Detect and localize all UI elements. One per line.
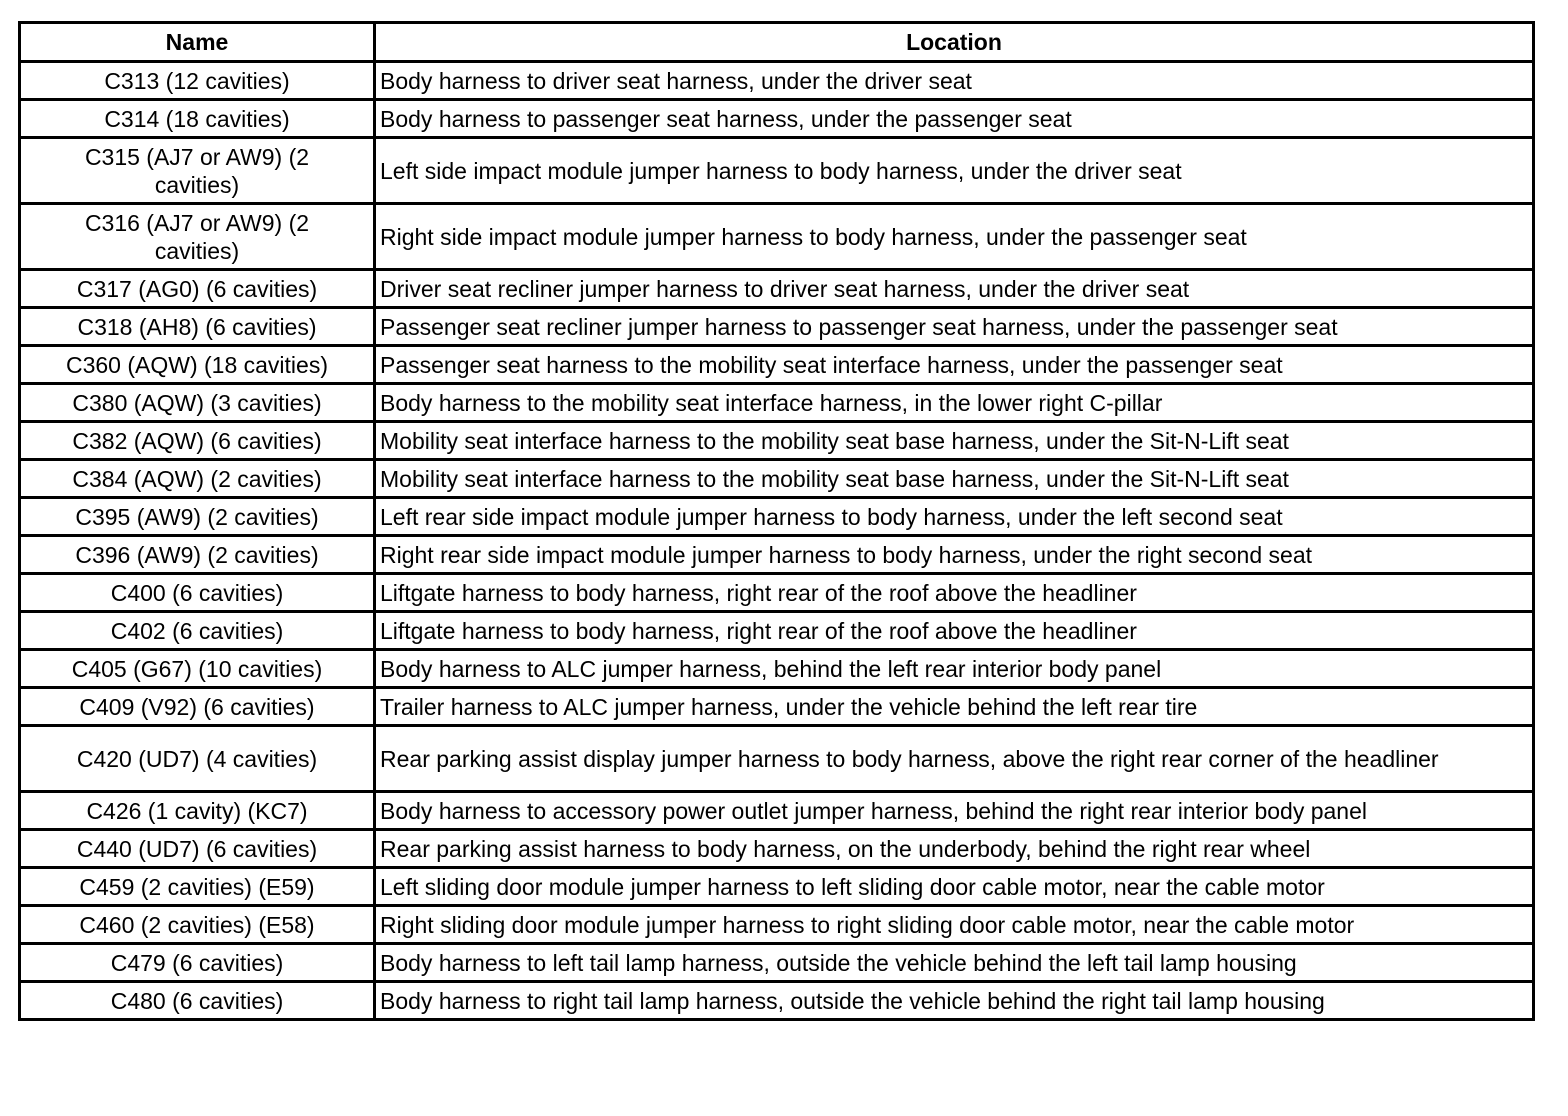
table-row — [20, 792, 1534, 830]
connector-location: Left rear side impact module jumper harness to body harness, under the left second seat — [375, 498, 1534, 536]
table-row — [20, 498, 1534, 536]
connector-name: C405 (G67) (10 cavities) — [20, 650, 375, 688]
column-header-location: Location — [375, 23, 1534, 62]
connector-name: C479 (6 cavities) — [20, 944, 375, 982]
connector-name: C480 (6 cavities) — [20, 982, 375, 1020]
table-row — [20, 138, 1534, 204]
connector-name: C402 (6 cavities) — [20, 612, 375, 650]
table-row — [20, 384, 1534, 422]
table-row — [20, 868, 1534, 906]
connector-name: C426 (1 cavity) (KC7) — [20, 792, 375, 830]
connector-name: C382 (AQW) (6 cavities) — [20, 422, 375, 460]
table-row — [20, 944, 1534, 982]
connector-location: Liftgate harness to body harness, right rear of the roof above the headliner — [375, 612, 1534, 650]
connector-name: C314 (18 cavities) — [20, 100, 375, 138]
table-row — [20, 612, 1534, 650]
connector-location: Left side impact module jumper harness to body harness, under the driver seat — [375, 138, 1534, 204]
connector-name: C460 (2 cavities) (E58) — [20, 906, 375, 944]
connector-name: C384 (AQW) (2 cavities) — [20, 460, 375, 498]
connector-location: Body harness to the mobility seat interface harness, in the lower right C-pillar — [375, 384, 1534, 422]
table-row — [20, 906, 1534, 944]
table-header — [20, 23, 1534, 62]
connector-location-table — [18, 21, 1535, 1021]
connector-location: Body harness to right tail lamp harness, outside the vehicle behind the right tail lamp housing — [375, 982, 1534, 1020]
table-row — [20, 650, 1534, 688]
table-row — [20, 830, 1534, 868]
connector-location: Right side impact module jumper harness to body harness, under the passenger seat — [375, 204, 1534, 270]
connector-location: Body harness to passenger seat harness, under the passenger seat — [375, 100, 1534, 138]
table-row — [20, 536, 1534, 574]
connector-location: Right sliding door module jumper harness to right sliding door cable motor, near the cable motor — [375, 906, 1534, 944]
connector-location: Body harness to ALC jumper harness, behind the left rear interior body panel — [375, 650, 1534, 688]
connector-name: C360 (AQW) (18 cavities) — [20, 346, 375, 384]
connector-location: Rear parking assist display jumper harness to body harness, above the right rear corner of the headliner — [375, 726, 1534, 792]
connector-location: Mobility seat interface harness to the mobility seat base harness, under the Sit-N-Lift seat — [375, 422, 1534, 460]
table-row — [20, 62, 1534, 100]
connector-name: C409 (V92) (6 cavities) — [20, 688, 375, 726]
table-row — [20, 460, 1534, 498]
table-row — [20, 422, 1534, 460]
connector-location: Right rear side impact module jumper harness to body harness, under the right second seat — [375, 536, 1534, 574]
table-row — [20, 688, 1534, 726]
connector-location: Driver seat recliner jumper harness to driver seat harness, under the driver seat — [375, 270, 1534, 308]
connector-name: C317 (AG0) (6 cavities) — [20, 270, 375, 308]
connector-name: C380 (AQW) (3 cavities) — [20, 384, 375, 422]
table-row — [20, 346, 1534, 384]
table-row — [20, 204, 1534, 270]
table-row — [20, 100, 1534, 138]
connector-name: C400 (6 cavities) — [20, 574, 375, 612]
connector-name: C440 (UD7) (6 cavities) — [20, 830, 375, 868]
header-row — [20, 23, 1534, 62]
table-row — [20, 982, 1534, 1020]
connector-name: C315 (AJ7 or AW9) (2 cavities) — [20, 138, 375, 204]
connector-location: Liftgate harness to body harness, right rear of the roof above the headliner — [375, 574, 1534, 612]
connector-location: Body harness to driver seat harness, under the driver seat — [375, 62, 1534, 100]
connector-name: C318 (AH8) (6 cavities) — [20, 308, 375, 346]
table-row — [20, 726, 1534, 792]
table-row — [20, 270, 1534, 308]
table-body — [20, 62, 1534, 1020]
table-row — [20, 308, 1534, 346]
connector-location: Passenger seat recliner jumper harness to passenger seat harness, under the passenger seat — [375, 308, 1534, 346]
connector-location: Passenger seat harness to the mobility seat interface harness, under the passenger seat — [375, 346, 1534, 384]
table-row — [20, 574, 1534, 612]
connector-name: C396 (AW9) (2 cavities) — [20, 536, 375, 574]
connector-name: C395 (AW9) (2 cavities) — [20, 498, 375, 536]
connector-name: C420 (UD7) (4 cavities) — [20, 726, 375, 792]
connector-location: Rear parking assist harness to body harness, on the underbody, behind the right rear wheel — [375, 830, 1534, 868]
connector-location: Body harness to left tail lamp harness, outside the vehicle behind the left tail lamp housing — [375, 944, 1534, 982]
connector-location: Trailer harness to ALC jumper harness, under the vehicle behind the left rear tire — [375, 688, 1534, 726]
connector-name: C316 (AJ7 or AW9) (2 cavities) — [20, 204, 375, 270]
connector-location: Left sliding door module jumper harness to left sliding door cable motor, near the cable motor — [375, 868, 1534, 906]
connector-name: C313 (12 cavities) — [20, 62, 375, 100]
connector-location: Mobility seat interface harness to the mobility seat base harness, under the Sit-N-Lift seat — [375, 460, 1534, 498]
connector-location: Body harness to accessory power outlet jumper harness, behind the right rear interior body panel — [375, 792, 1534, 830]
column-header-name: Name — [20, 23, 375, 62]
connector-name: C459 (2 cavities) (E59) — [20, 868, 375, 906]
